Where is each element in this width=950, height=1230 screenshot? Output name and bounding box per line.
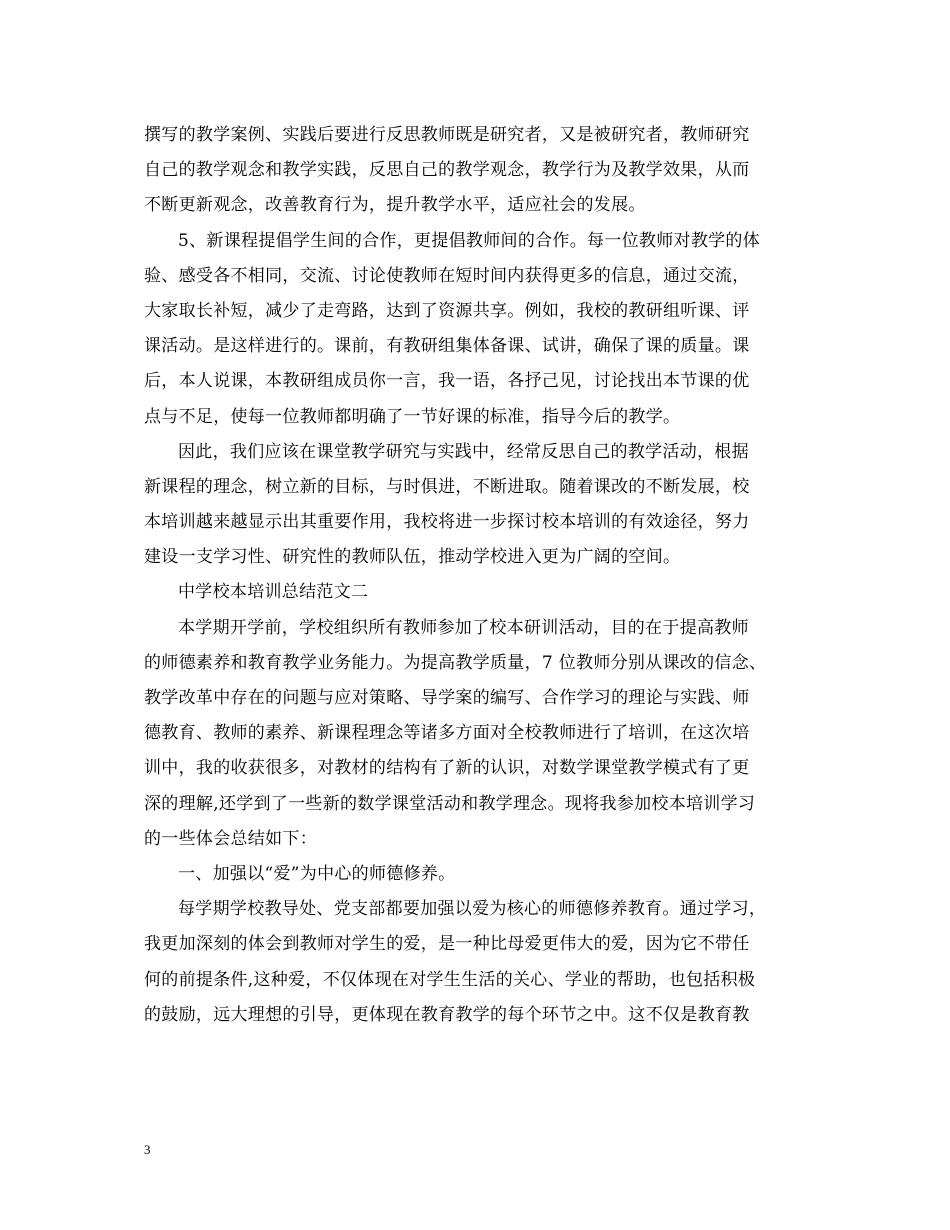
text-line: 每学期学校教导处、党支部都要加强以爱为核心的师德修养教育。通过学习，	[178, 899, 767, 920]
text-line: 撰写的教学案例、实践后要进行反思教师既是研究者，又是被研究者，教师研究	[144, 125, 750, 145]
document-body	[144, 118, 809, 1033]
text-line: 5、新课程提倡学生间的合作，更提倡教师间的合作。每一位教师对教学的体	[178, 230, 761, 251]
text-line: 点与不足，使每一位教师都明确了一节好课的标准，指导今后的教学。	[144, 406, 681, 427]
text-line: 自己的教学观念和教学实践，反思自己的教学观念，教学行为及教学效果，从而	[144, 160, 750, 181]
text-line: 不断更新观念，改善教育行为，提升教学水平，适应社会的发展。	[144, 195, 646, 216]
page-number: 3	[144, 1142, 151, 1157]
text-line: 的一些体会总结如下：	[144, 828, 317, 849]
text-line: 课活动。是这样进行的。课前，有教研组集体备课、试讲，确保了课的质量。课	[144, 336, 750, 357]
text-line: 本培训越来越显示出其重要作用，我校将进一步探讨校本培训的有效途径，努力	[144, 512, 750, 533]
text-line: 我更加深刻的体会到教师对学生的爱，是一种比母爱更伟大的爱，因为它不带任	[144, 934, 750, 955]
text-line: 训中，我的收获很多，对教材的结构有了新的认识，对数学课堂教学模式有了更	[144, 758, 750, 779]
text-line: 建设一支学习性、研究性的教师队伍，推动学校进入更为广阔的空间。	[144, 547, 681, 568]
text-line: 新课程的理念，树立新的目标，与时俱进，不断进取。随着课改的不断发展，校	[144, 476, 750, 497]
text-line: 的鼓励，远大理想的引导，更体现在教育教学的每个环节之中。这不仅是教育教	[144, 1004, 750, 1025]
text-line: 验、感受各不相同，交流、讨论使教师在短时间内获得更多的信息，通过交流，	[144, 265, 750, 286]
text-line: 何的前提条件,这种爱，不仅体现在对学生生活的关心、学业的帮助，也包括积极	[144, 969, 756, 990]
text-line: 大家取长补短，减少了走弯路，达到了资源共享。例如，我校的教研组听课、评	[144, 300, 750, 321]
text-line: 因此，我们应该在课堂教学研究与实践中，经常反思自己的教学活动，根据	[178, 441, 749, 462]
section-heading: 中学校本培训总结范文二	[178, 582, 369, 603]
text-line: 德教育、教师的素养、新课程理念等诸多方面对全校教师进行了培训，在这次培	[144, 723, 750, 744]
section-heading: 一、加强以“爱”为中心的师德修养。	[178, 863, 456, 884]
text-line: 深的理解,还学到了一些新的数学课堂活动和教学理念。现将我参加校本培训学习	[144, 793, 756, 814]
text-line: 后，本人说课，本教研组成员你一言，我一语，各抒己见，讨论找出本节课的优	[144, 371, 750, 392]
text-line: 教学改革中存在的问题与应对策略、导学案的编写、合作学习的理论与实践、师	[144, 688, 750, 708]
text-line: 的师德素养和教育教学业务能力。为提高教学质量，7 位教师分别从课改的信念、	[144, 652, 767, 673]
text-line: 本学期开学前，学校组织所有教师参加了校本研训活动，目的在于提高教师	[178, 617, 749, 638]
